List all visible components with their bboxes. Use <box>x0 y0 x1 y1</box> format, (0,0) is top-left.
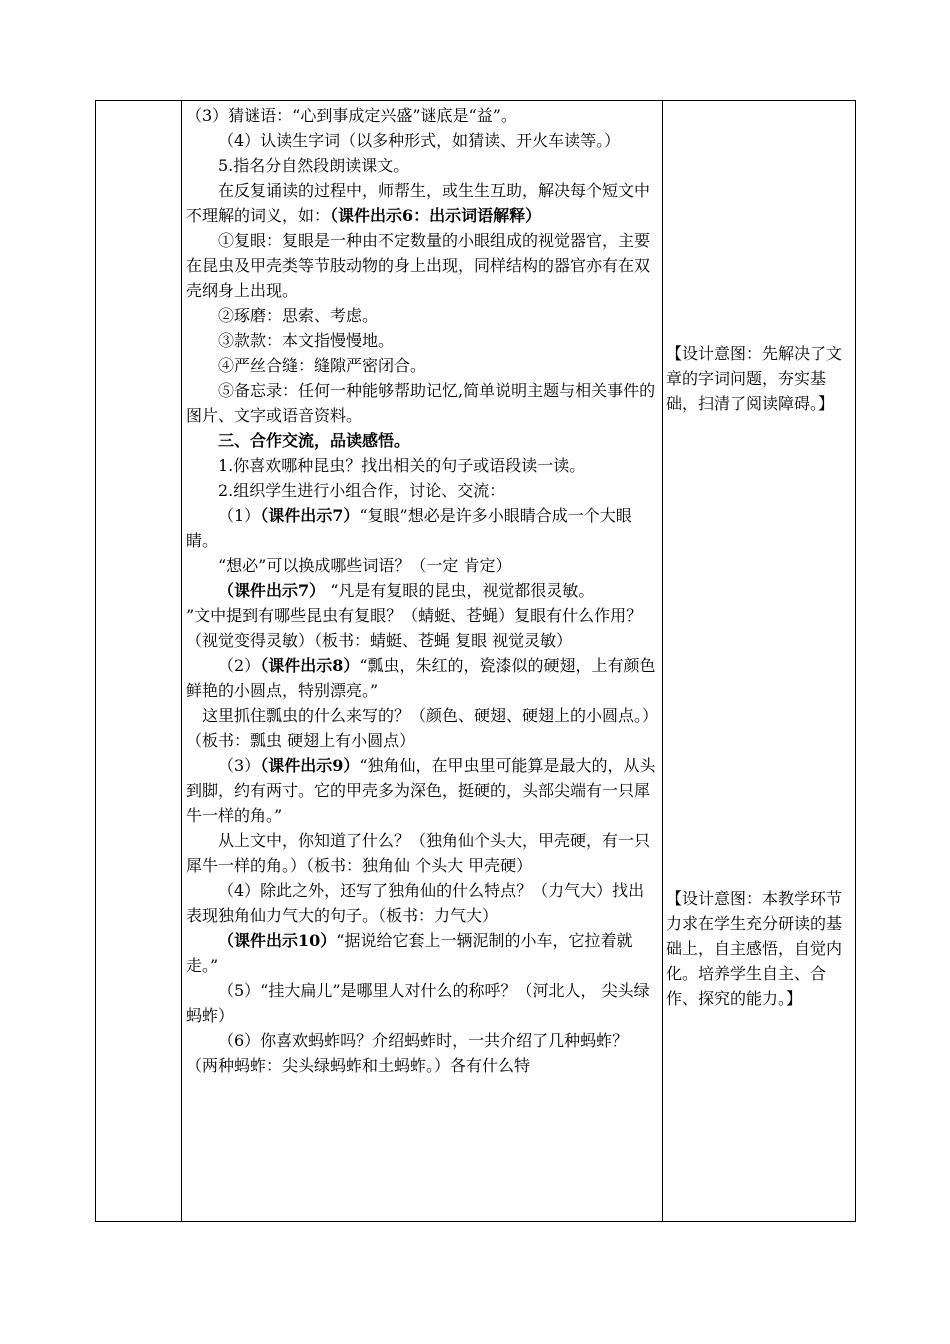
paragraph-text: 这里抓住瓢虫的什么来写的？（颜色、硬翅、硬翅上的小圆点。）（板书：瓢虫 硬翅上有小圆点） <box>186 706 659 750</box>
paragraph <box>186 453 660 478</box>
paragraph <box>186 503 660 553</box>
paragraph <box>186 603 660 653</box>
teaching-process-cell <box>182 101 663 1222</box>
paragraph-text: ④严丝合缝：缝隙严密闭合。 <box>218 356 427 375</box>
paragraph <box>186 428 660 453</box>
bold-text: （课件出示10） <box>218 931 337 950</box>
design-intent-note-1: 【设计意图：先解决了文章的字词问题，夯实基础，扫清了阅读障碍。】 <box>666 344 843 413</box>
paragraph <box>186 378 660 428</box>
paragraph-text: ”文中提到有哪些昆虫有复眼？（蜻蜓、苍蝇）复眼有什么作用？（视觉变得灵敏）（板书：蜻蜓、苍蝇 复眼 视觉灵敏） <box>186 606 643 650</box>
design-intent-note-2: 【设计意图：本教学环节力求在学生充分研读的基础上，自主感悟，自觉内化。培养学生自主、合作、探究的能力。】 <box>666 889 843 1008</box>
paragraph <box>186 878 660 928</box>
paragraph <box>186 653 660 703</box>
paragraph-text: （4）除此之外，还写了独角仙的什么特点？（力气大）找出表现独角仙力气大的句子。（板书：力气大） <box>186 881 645 925</box>
paragraph-text: （3） <box>218 756 261 775</box>
paragraph-text-continued: “瓢虫，朱红的，瓷漆似的硬翅，上有颜色鲜艳的小圆点，特别漂亮。” <box>186 656 656 700</box>
paragraph-text: 在反复诵读的过程中，师帮生，或生生互助，解决每个短文中不理解的词义，如： <box>186 181 651 225</box>
paragraph <box>186 978 660 1028</box>
paragraph <box>186 703 660 753</box>
paragraph-text: （3）猜谜语：“心到事成定兴盛”谜底是“益”。 <box>186 106 517 125</box>
bold-text: （课件出示7） <box>218 581 326 600</box>
lesson-plan-table <box>95 100 856 1222</box>
paragraph-text: 从上文中，你知道了什么？（独角仙个头大，甲壳硬，有一只犀牛一样的角。）（板书：独角仙 个头大 甲壳硬） <box>186 831 651 875</box>
paragraph <box>186 228 660 303</box>
paragraph-text: （6）你喜欢蚂蚱吗？介绍蚂蚱时，一共介绍了几种蚂蚱？（两种蚂蚱：尖头绿蚂蚱和土蚂蚱。）各有什么特 <box>186 1031 629 1075</box>
paragraph-text: （5）“挂大扁儿”是哪里人对什么的称呼？（河北人， 尖头绿蚂蚱） <box>186 981 650 1025</box>
paragraph <box>186 353 660 378</box>
paragraph-text: ②琢磨：思索、考虑。 <box>218 306 379 325</box>
bold-text: （课件出示6：出示词语解释） <box>330 206 542 225</box>
paragraph-text: ⑤备忘录：任何一种能够帮助记忆,简单说明主题与相关事件的图片、文字或语音资料。 <box>186 381 656 425</box>
paragraph <box>186 578 660 603</box>
paragraph <box>186 753 660 828</box>
paragraph <box>186 128 660 153</box>
paragraph-text: “想必”可以换成哪些词语？（一定 肯定） <box>218 556 512 575</box>
paragraph <box>186 1028 660 1078</box>
design-intent-column <box>663 101 855 1221</box>
paragraph-text: （4）认读生字词（以多种形式，如猜读、开火车读等。） <box>218 131 621 150</box>
paragraph <box>186 828 660 878</box>
paragraph-text: ③款款：本文指慢慢地。 <box>218 331 395 350</box>
paragraph <box>186 928 660 978</box>
paragraph <box>186 478 660 503</box>
paragraph-text: 2.组织学生进行小组合作，讨论、交流： <box>218 481 506 500</box>
paragraph <box>186 553 660 578</box>
bold-text: （课件出示8） <box>260 656 360 675</box>
paragraph-text: （1） <box>218 506 261 525</box>
paragraph-text-continued: “凡是有复眼的昆虫，视觉都很灵敏。 <box>325 581 595 600</box>
bold-text: （课件出示9） <box>260 756 360 775</box>
paragraph <box>186 303 660 328</box>
design-intent-cell <box>663 101 856 1222</box>
paragraph-text-continued: “独角仙，在甲虫里可能算是最大的，从头到脚，约有两寸。它的甲壳多为深色，挺硬的，头部尖端有一只犀牛一样的角。” <box>186 756 656 825</box>
paragraph <box>186 153 660 178</box>
paragraph-text: ①复眼：复眼是一种由不定数量的小眼组成的视觉器官，主要在昆虫及甲壳类等节肢动物的身上出现，同样结构的器官亦有在双壳纲身上出现。 <box>186 231 651 300</box>
paragraph <box>186 178 660 228</box>
paragraph-text-continued: “复眼”想必是许多小眼睛合成一个大眼睛。 <box>186 506 632 550</box>
teaching-process-text <box>182 101 662 1221</box>
paragraph <box>186 103 660 128</box>
paragraph-text: （2） <box>218 656 261 675</box>
table-row <box>96 101 856 1222</box>
paragraph-text: 1.你喜欢哪种昆虫？找出相关的句子或语段读一读。 <box>218 456 586 475</box>
paragraph <box>186 328 660 353</box>
paragraph-text: 5.指名分自然段朗读课文。 <box>218 156 410 175</box>
bold-text: 三、合作交流，品读感悟。 <box>218 431 411 450</box>
paragraph-text-continued: “据说给它套上一辆泥制的小车，它拉着就走。” <box>186 931 633 975</box>
left-empty-cell <box>96 101 182 1222</box>
bold-text: （课件出示7） <box>260 506 360 525</box>
